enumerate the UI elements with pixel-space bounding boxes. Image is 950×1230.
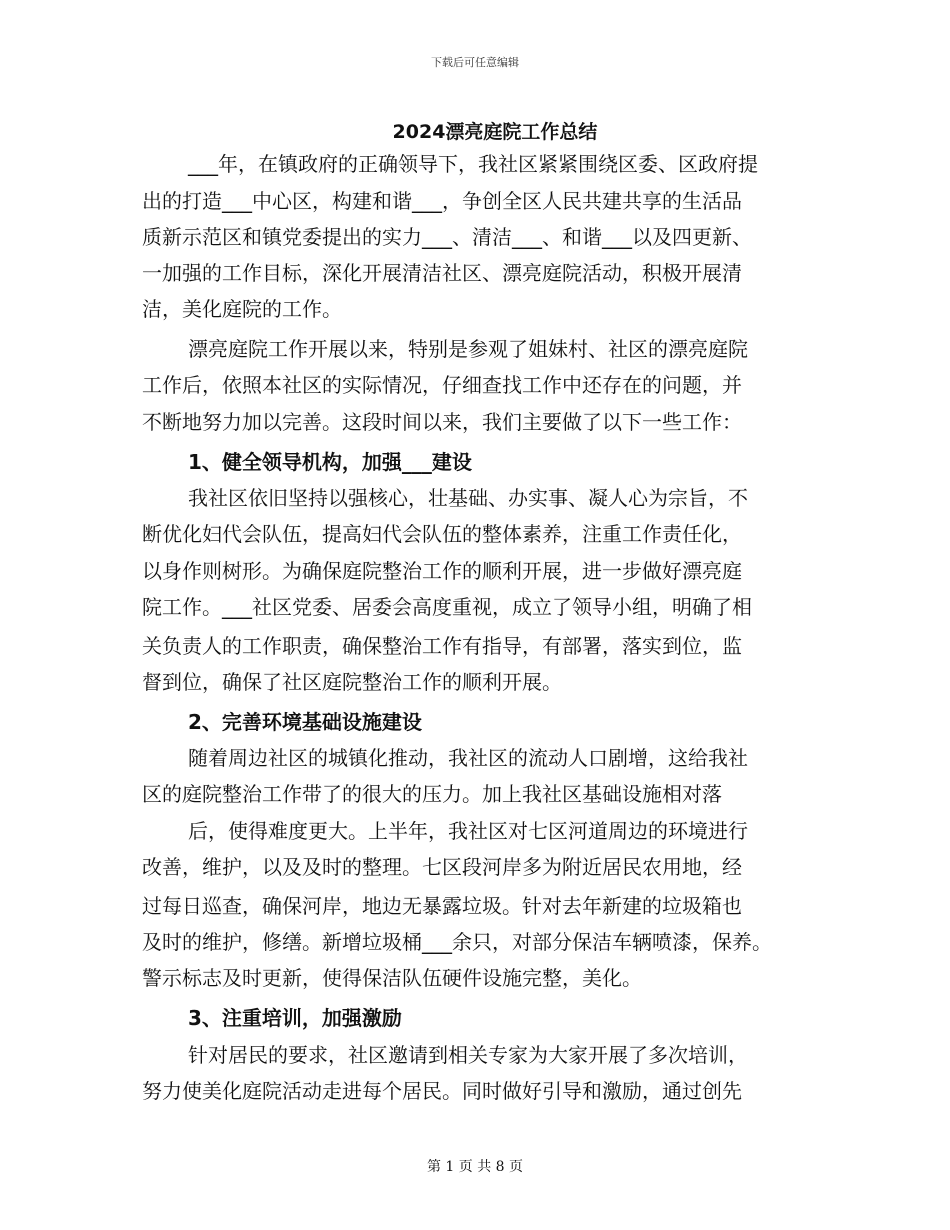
body-line: 督到位，确保了社区庭院整治工作的顺利开展。: [142, 670, 562, 694]
document-title: 2024漂亮庭院工作总结: [392, 121, 598, 143]
body-line: 质新示范区和镇党委提出的实力___、清洁___、和谐___以及四更新、: [142, 225, 752, 249]
body-line: 洁，美化庭院的工作。: [142, 297, 342, 321]
body-line: 后，使得难度更大。上半年，我社区对七区河道周边的环境进行: [188, 819, 748, 843]
body-line: 改善，维护，以及及时的整理。七区段河岸多为附近居民农用地，经: [142, 855, 742, 879]
body-line: 针对居民的要求，社区邀请到相关专家为大家开展了多次培训，: [188, 1043, 748, 1067]
body-line: 我社区依旧坚持以强核心，壮基础、办实事、凝人心为宗旨，不: [188, 486, 748, 510]
body-line: 断优化妇代会队伍，提高妇代会队伍的整体素养，注重工作责任化，: [142, 522, 742, 546]
body-line: 警示标志及时更新，使得保洁队伍硬件设施完整，美化。: [142, 966, 642, 990]
body-line: 漂亮庭院工作开展以来，特别是参观了姐妹村、社区的漂亮庭院: [188, 337, 748, 361]
body-line: 随着周边社区的城镇化推动，我社区的流动人口剧增，这给我社: [188, 746, 748, 770]
body-line: 院工作。___社区党委、居委会高度重视，成立了领导小组，明确了相: [142, 595, 752, 619]
body-line: 不断地努力加以完善。这段时间以来，我们主要做了以下一些工作：: [142, 410, 742, 434]
body-line: 区的庭院整治工作带了的很大的压力。加上我社区基础设施相对落: [142, 782, 722, 806]
body-line: ___年，在镇政府的正确领导下，我社区紧紧围绕区委、区政府提: [188, 152, 758, 176]
body-line: 一加强的工作目标，深化开展清洁社区、漂亮庭院活动，积极开展清: [142, 261, 742, 285]
body-line: 出的打造___中心区，构建和谐___，争创全区人民共建共享的生活品: [142, 189, 742, 213]
section-heading: 3、注重培训，加强激励: [188, 1006, 402, 1030]
section-heading: 1、健全领导机构，加强___建设: [188, 450, 472, 474]
header-note: 下载后可任意编辑: [431, 56, 519, 69]
body-line: 努力使美化庭院活动走进每个居民。同时做好引导和激励，通过创先: [142, 1079, 742, 1103]
body-line: 以身作则树形。为确保庭院整治工作的顺利开展，进一步做好漂亮庭: [142, 559, 742, 583]
page-number-footer: 第 1 页 共 8 页: [426, 1159, 524, 1175]
body-line: 关负责人的工作职责，确保整治工作有指导，有部署，落实到位，监: [142, 634, 742, 658]
body-line: 及时的维护，修缮。新增垃圾桶___余只，对部分保洁车辆喷漆，保养。: [142, 930, 772, 954]
section-heading: 2、完善环境基础设施建设: [188, 710, 422, 734]
body-line: 工作后，依照本社区的实际情况，仔细查找工作中还存在的问题，并: [142, 373, 742, 397]
body-line: 过每日巡查，确保河岸，地边无暴露垃圾。针对去年新建的垃圾箱也: [142, 894, 742, 918]
